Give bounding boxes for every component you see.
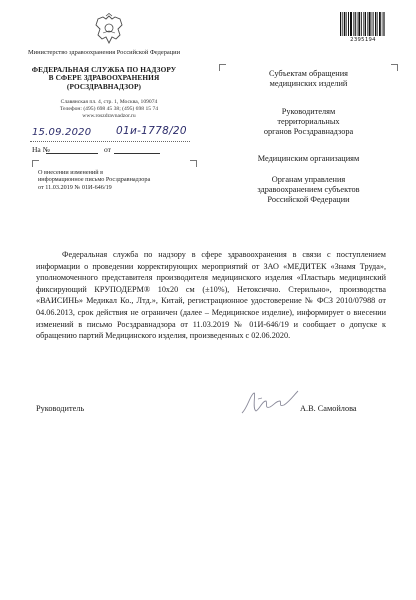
subject-line: от 11.03.2019 № 01И-646/19	[38, 183, 112, 191]
subject-corner-left	[32, 160, 39, 167]
addressee-block	[221, 69, 396, 89]
service-line: (РОСЗДРАВНАДЗОР)	[66, 81, 142, 91]
addressee-line: Субъектам обращения	[269, 69, 348, 78]
handwritten-signature	[238, 387, 308, 419]
reference-line	[32, 145, 182, 157]
reference-date-blank	[114, 153, 160, 154]
addressee-block	[221, 154, 396, 164]
reference-number-label: На №	[32, 145, 50, 154]
addressee-line: Органам управления	[271, 175, 346, 184]
registration-date: 15.09.2020	[32, 127, 92, 138]
sender-address	[20, 99, 198, 119]
signatory-name: А.В. Самойлова	[300, 404, 357, 413]
addressee-line: Руководителям	[281, 107, 336, 116]
addressee-line: здравоохранением субъектов	[257, 184, 360, 194]
address-line: Славянская пл. 4, стр. 1, Москва, 109074	[60, 99, 158, 105]
addressee-block	[221, 107, 396, 136]
addressee-block	[221, 175, 396, 204]
phone-line: Телефон: (495) 698 45 38; (495) 698 15 74	[59, 105, 159, 112]
service-line: ФЕДЕРАЛЬНАЯ СЛУЖБА ПО НАДЗОРУ	[31, 65, 177, 74]
subject-line: О внесении изменений в	[38, 169, 103, 176]
ministry-name: Министерство здравоохранения Российской Федерации	[27, 49, 181, 56]
service-name	[20, 66, 188, 91]
addressee-line: медицинских изделий	[269, 78, 348, 88]
addressee-line: органов Росздравнадзора	[263, 126, 354, 136]
website-line: www.roszdravnadzor.ru	[82, 112, 136, 119]
service-line: В СФЕРЕ ЗДРАВООХРАНЕНИЯ	[48, 73, 160, 83]
subject-corner-right	[190, 160, 197, 167]
reference-date-label: от	[104, 145, 111, 154]
addressee-line: Медицинским организациям	[257, 154, 360, 163]
letter-subject	[38, 169, 198, 191]
addressee-line: Российской Федерации	[267, 194, 350, 204]
barcode-number: 2395194	[350, 37, 376, 43]
reference-number-blank	[46, 153, 98, 154]
coat-of-arms-emblem	[94, 13, 124, 47]
signatory-role: Руководитель	[36, 404, 85, 413]
letter-body: Федеральная служба по надзору в сфере здравоохранения в связи с поступлением информации о проведении корректирующих мероприятий от ЗАО «МЕДИТЕК «Знамя Труда», уполномоченного представителя производителя медицинского изделия «Пластырь медицинский фиксирующий КРУПОДЕРМ® 10х20 см (±10%), Нетоксично. Стерильно», производства «ВАИСИНЬ» Медикал Ко., Лтд.», Китай, регистрационное удостоверение № ФСЗ 2010/07988 от 04.06.2013, срок действия не ограничен (далее – Медицинское изделие), информирует о внесении изменений в письмо Росздравнадзора от 11.03.2019 № 01И-646/19 и сообщает о допуске к обращению партий Медицинского изделия, произведенных с 02.06.2020.	[36, 250, 386, 341]
addressee-line: территориальных	[277, 116, 340, 126]
barcode-stamp	[340, 12, 386, 36]
registration-underline	[30, 141, 190, 142]
registration-number: 01и-1778/20	[116, 125, 187, 137]
registration-line	[30, 125, 200, 143]
subject-line: информационное письмо Росздравнадзора	[38, 176, 151, 184]
